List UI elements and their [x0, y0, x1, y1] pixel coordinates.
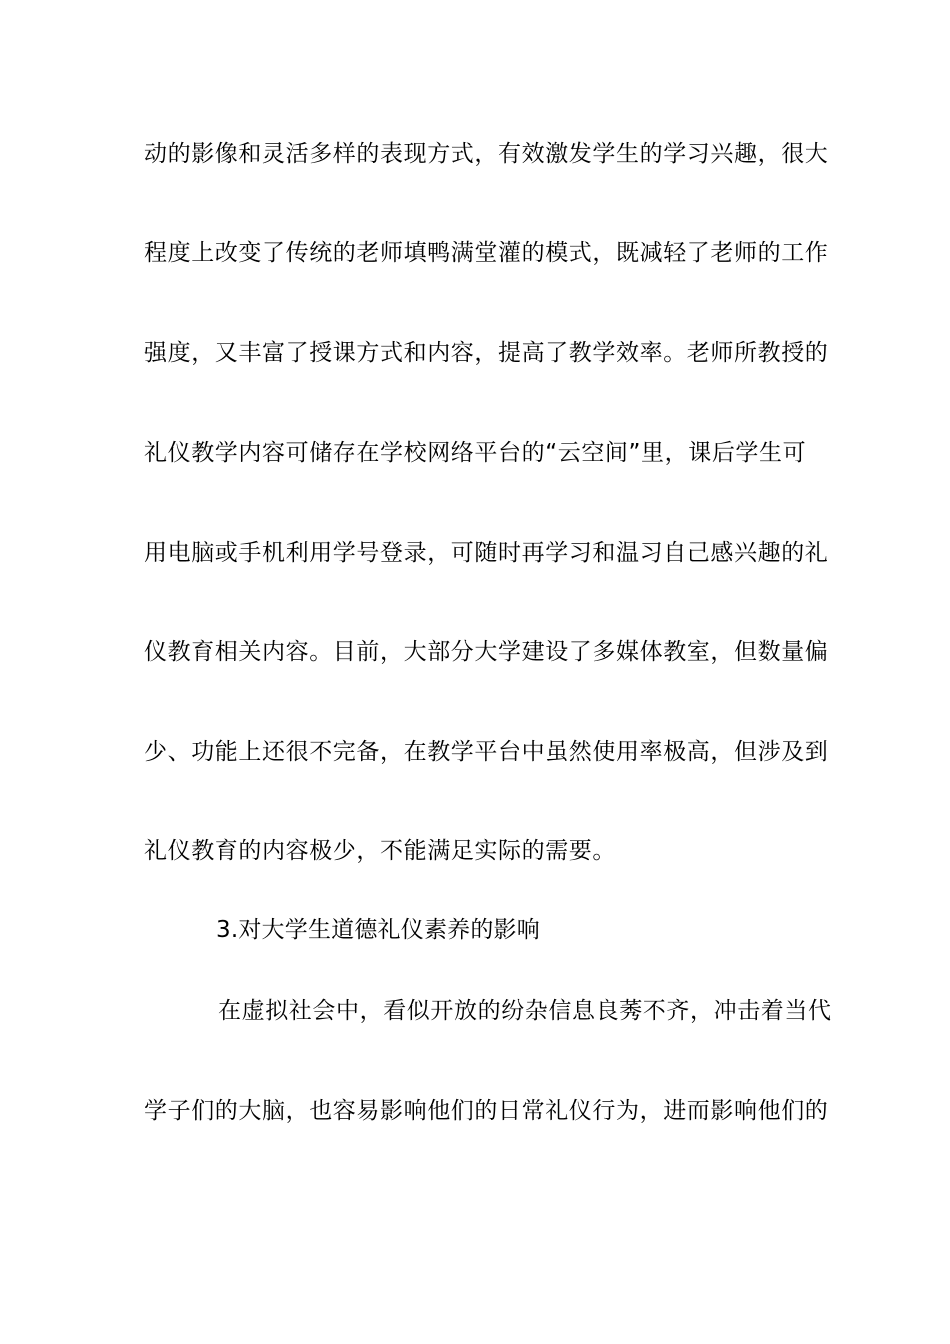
- paragraph-line: 强度，又丰富了授课方式和内容，提高了教学效率。老师所教授的: [144, 340, 829, 366]
- paragraph-line: 在虚拟社会中，看似开放的纷杂信息良莠不齐，冲击着当代: [218, 998, 832, 1024]
- paragraph-line: 动的影像和灵活多样的表现方式，有效激发学生的学习兴趣，很大: [144, 141, 829, 167]
- paragraph-line: 礼仪教学内容可储存在学校网络平台的“云空间”里，课后学生可: [144, 440, 807, 466]
- paragraph-line: 程度上改变了传统的老师填鸭满堂灌的模式，既减轻了老师的工作: [144, 240, 829, 266]
- paragraph-line: 用电脑或手机利用学号登录，可随时再学习和温习自己感兴趣的礼: [144, 540, 829, 566]
- paragraph-line: 仪教育相关内容。目前，大部分大学建设了多媒体教室，但数量偏: [144, 639, 829, 665]
- paragraph-line: 礼仪教育的内容极少，不能满足实际的需要。: [144, 838, 616, 864]
- paragraph-line: 少、功能上还很不完备，在教学平台中虽然使用率极高，但涉及到: [144, 739, 829, 765]
- paragraph-line: 学子们的大脑，也容易影响他们的日常礼仪行为，进而影响他们的: [144, 1098, 829, 1124]
- section-heading: 3.对大学生道德礼仪素养的影响: [216, 917, 540, 943]
